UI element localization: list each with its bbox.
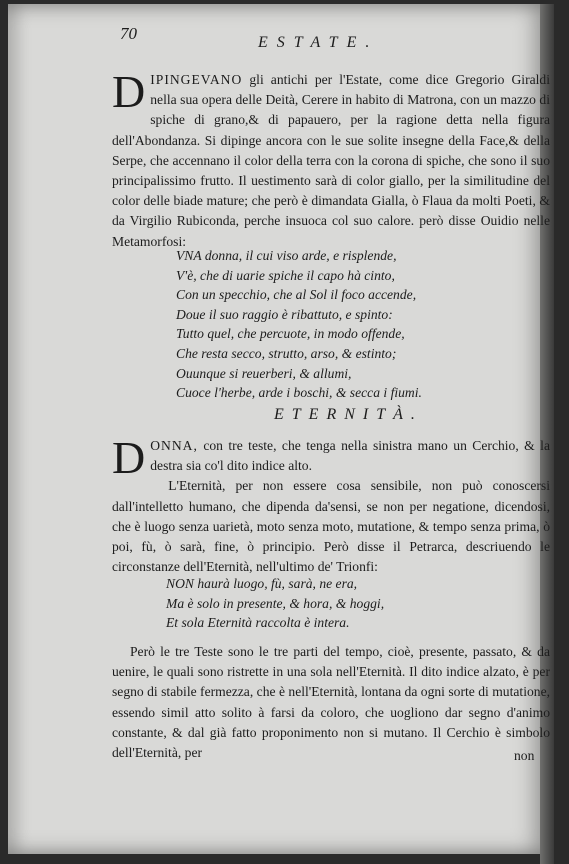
verse-line: V'è, che di uarie spiche il capo hà cinto, — [176, 267, 395, 283]
verse-line: Ouunque si reuerberi, & allumi, — [176, 365, 352, 381]
verse-line: Ma è solo in presente, & hora, & hoggi, — [166, 595, 385, 611]
catchword: non — [514, 748, 535, 763]
verse-line: Et sola Eternità raccolta è intera. — [166, 615, 350, 631]
estate-section — [112, 66, 550, 252]
verse-line: Cuoce l'herbe, arde i boschi, & secca i fiumi. — [176, 385, 422, 401]
opening-word: IPINGEVANO — [150, 72, 243, 87]
verse-line: NON haurà luogo, fù, sarà, ne era, — [166, 576, 358, 591]
eternita-explanation — [112, 642, 550, 763]
book-page — [8, 4, 554, 854]
eternita-section — [112, 432, 550, 577]
verse-line: VNA donna, il cui viso arde, e risplende, — [176, 248, 397, 263]
verse-line: Doue il suo raggio è ribattuto, e spinto: — [176, 306, 393, 322]
drop-cap: D — [112, 66, 146, 117]
eternita-paragraph: L'Eternità, per non essere cosa sensibile, non può conoscersi dall'intelletto humano, che dipenda da'sensi, se non per negatione, dicendosi, che è luogo senza uarietà, moto senza moto, mutatione, & tempo senza prima, ò poi, fù, ò sarà, fine, ò principio. Però disse il Petrarca, descriuendo le circonstanze dell'Eternità, nell'ultimo de' Trionfi: — [112, 478, 550, 575]
verse-line: Con un specchio, che al Sol il foco accende, — [176, 287, 417, 303]
estate-paragraph: gli antichi per l'Estate, come dice Gregorio Giraldi nella sua opera delle Deità, Cerere in habito di Matrona, con un mazzo di spiche di grano,& di papauero, per la ragione detta nella figura dell'Abondanza. Si dipinge ancora con le sue solite insegne della Face,& della Serpe, che accennano il color della terra con la corona di spiche, che sono il suo principalissimo frutto. Il uestimento sarà di color giallo, per la similitudine del color delle biade mature; che però è dimandata Gialla, ò Flaua da molti Poeti, & da Virgilio Rubiconda, perche insuoca col suo calore. però disse Ouidio nelle Metamorfosi: — [112, 72, 550, 249]
eternita-paragraph: Però le tre Teste sono le tre parti del tempo, cioè, presente, passato, & da uenire, le quali sono ristrette in una sola nell'Eternità. Il dito indice alzato, è per segno di stabile fermezza, che è nell'Eternità, lontana da ogni sorte di mutatione, essendo simil atto solito à farsi da coloro, che uogliono dar segno d'animo constante, & dal già fatto proponimento non si mutano. Il Cerchio è simbolo dell'Eternità, per — [112, 644, 550, 761]
running-head: ESTATE. — [258, 34, 379, 51]
section-heading: ETERNITÀ. — [274, 406, 423, 423]
drop-cap: D — [112, 432, 146, 483]
eternita-verse — [166, 574, 384, 633]
verse-line: Tutto quel, che percuote, in modo offende, — [176, 326, 405, 342]
opening-word: ONNA, — [150, 438, 198, 453]
eternita-intro: con tre teste, che tenga nella sinistra mano un Cerchio, & la destra sia co'l dito indice alto. — [150, 438, 550, 474]
verse-line: Che resta secco, strutto, arso, & estinto; — [176, 345, 397, 361]
page-number: 70 — [120, 24, 137, 43]
estate-verse — [176, 246, 422, 403]
